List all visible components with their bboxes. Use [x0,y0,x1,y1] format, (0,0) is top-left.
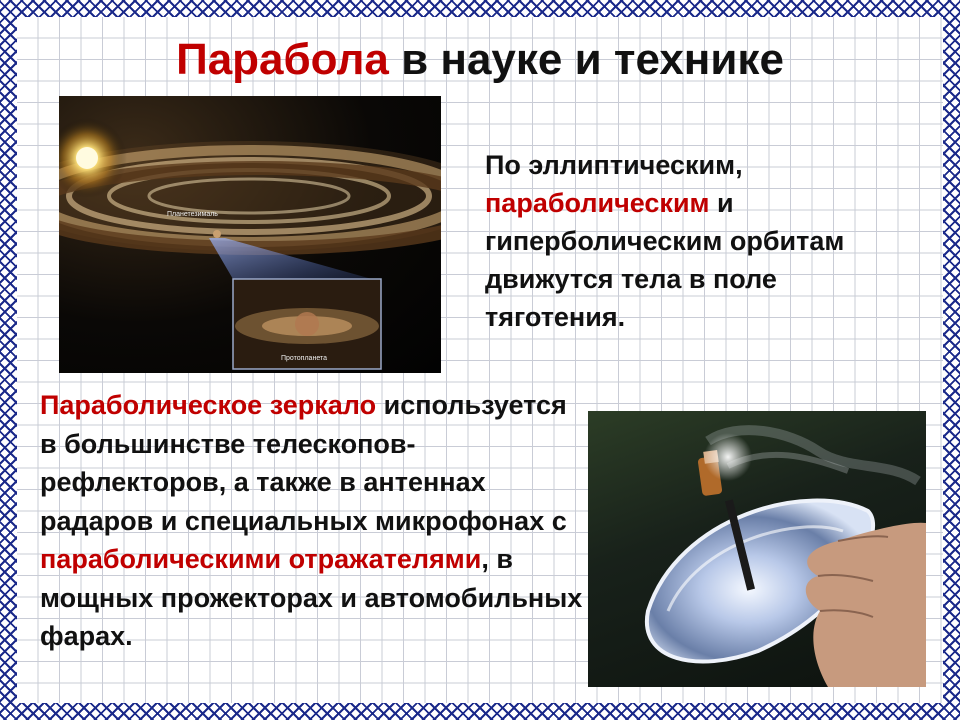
mirror-paragraph [40,386,585,656]
orbits-paragraph [485,146,915,336]
orbits-highlight: параболическим [485,188,710,218]
parabolic-dish-photo [588,411,926,687]
mirror-part1: используется в большинстве телескопов-рефлекторов, а также в антеннах радаров и специальных микрофонах с [40,390,567,536]
orbits-part2: и гиперболическим орбитам движутся тела в поле тяготения. [485,188,845,332]
protoplanetary-disk-illustration [59,96,441,373]
title-rest: в науке и технике [388,35,784,84]
slide-title [0,34,960,86]
parabolic-dish-illustration [588,411,926,687]
label-protoplanet: Протопланета [281,355,327,362]
orbits-part1: По эллиптическим, [485,150,743,180]
mirror-part2: , в мощных прожекторах и автомобильных фарах. [40,544,583,651]
label-planetesimal: Планетезималь [167,211,218,218]
mirror-highlight2: параболическими отражателями [40,544,482,574]
mirror-highlight1: Параболическое зеркало [40,390,377,420]
protoplanetary-disk-image [59,96,441,373]
title-highlight: Парабола [176,35,389,84]
